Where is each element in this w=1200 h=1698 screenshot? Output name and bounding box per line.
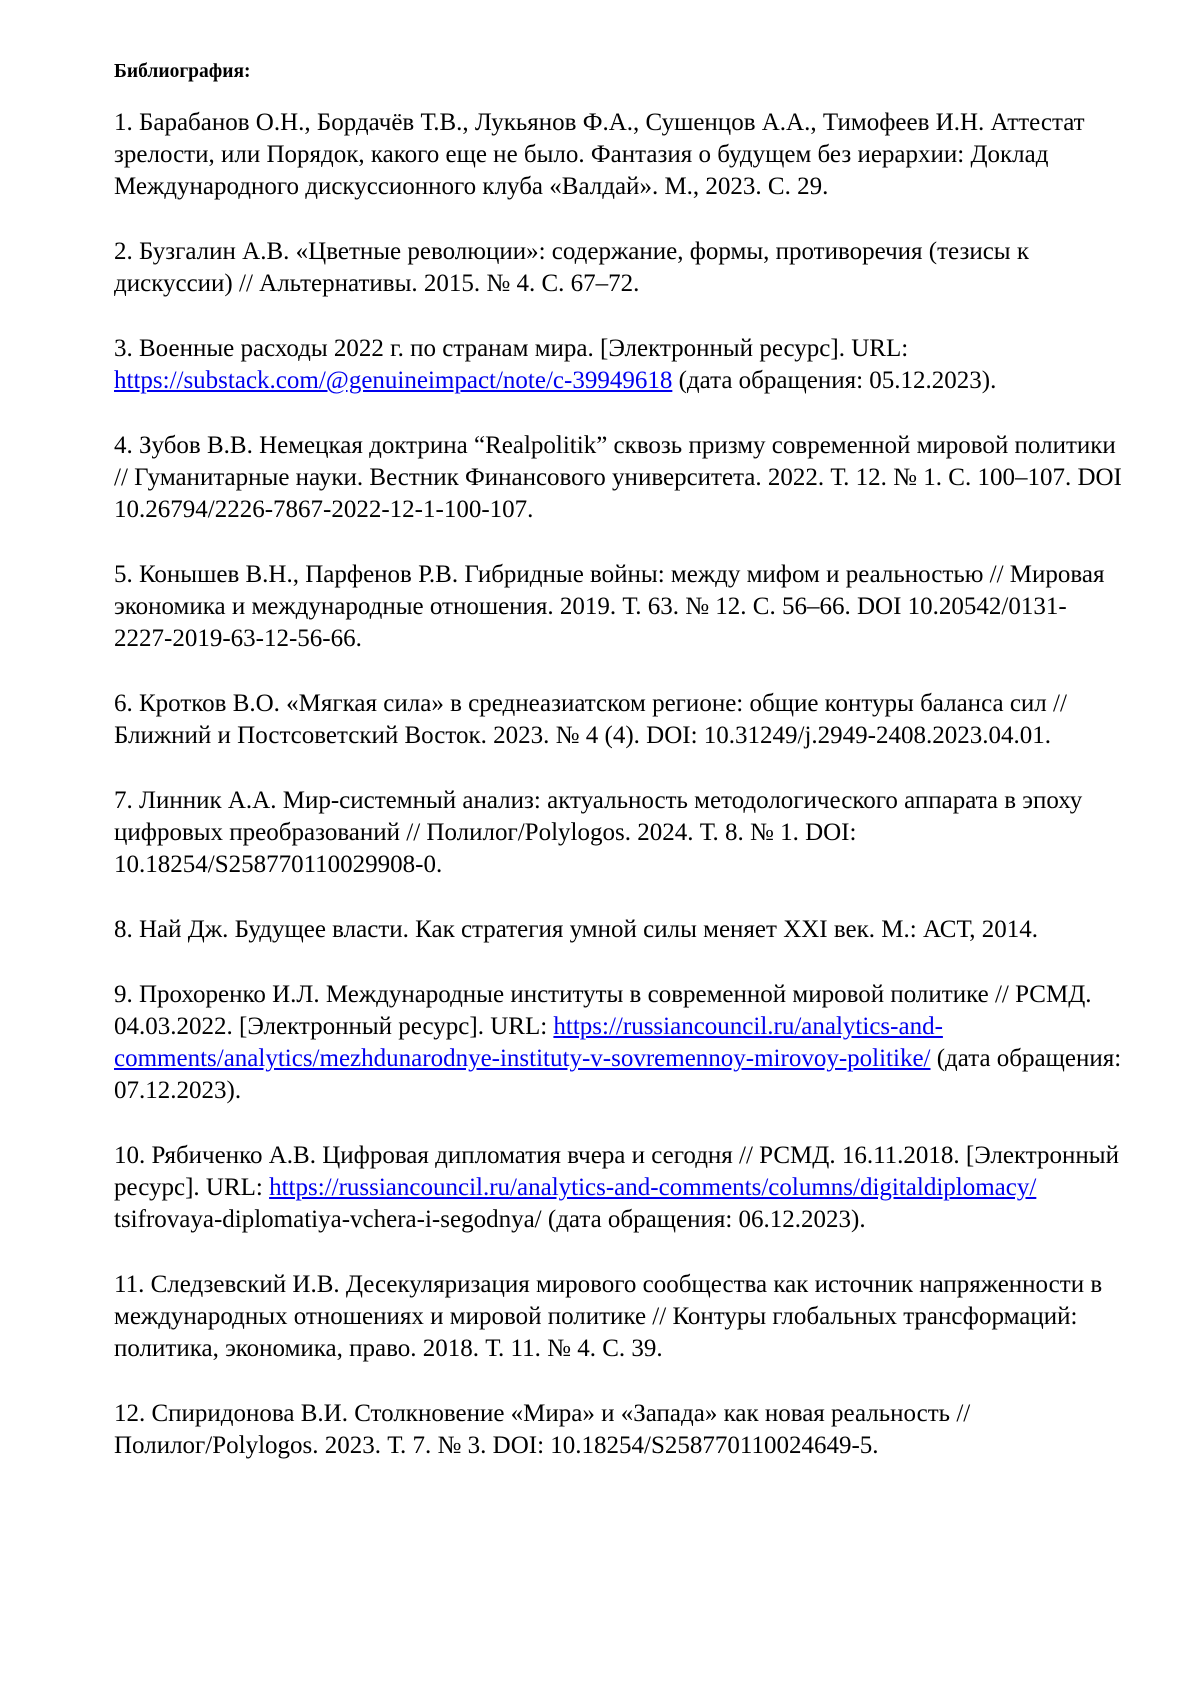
bibliography-entry-9 [114, 979, 1124, 1107]
bibliography-entry-12: 12. Спиридонова В.И. Столкновение «Мира» и «Запада» как новая реальность // Полилог/Polylogos. 2023. Т. 7. № 3. DOI: 10.18254/S258770110024649-5. [114, 1398, 1124, 1462]
bibliography-entry-7: 7. Линник А.А. Мир-системный анализ: актуальность методологического аппарата в эпоху цифровых преобразований // Полилог/Polylogos. 2024. Т. 8. № 1. DOI: 10.18254/S258770110029908-0. [114, 785, 1124, 881]
document-page [0, 0, 1200, 1698]
entry-9-access-date: (дата обращения: 07.12.2023). [114, 1045, 1121, 1104]
entry-10-text: 10. Рябиченко А.В. Цифровая дипломатия вчера и сегодня // РСМД. 16.11.2018. [Электронный ресурс]. URL: [114, 1142, 1119, 1201]
bibliography-entry-3 [114, 333, 1124, 397]
entry-3-url-link[interactable]: https://substack.com/@genuineimpact/note/c-39949618 [114, 367, 672, 394]
entry-9-text: 9. Прохоренко И.Л. Международные институты в современной мировой политике // РСМД. 04.03.2022. [Электронный ресурс]. URL: [114, 981, 1092, 1040]
bibliography-entry-6: 6. Кротков В.О. «Мягкая сила» в среднеазиатском регионе: общие контуры баланса сил // Ближний и Постсоветский Восток. 2023. № 4 (4). DOI: 10.31249/j.2949-2408.2023.04.01. [114, 688, 1124, 752]
entry-10-url-link[interactable]: https://russiancouncil.ru/analytics-and-comments/columns/digitaldiplomacy/ [269, 1174, 1036, 1201]
bibliography-entry-11: 11. Следзевский И.В. Десекуляризация мирового сообщества как источник напряженности в международных отношениях и мировой политике // Контуры глобальных трансформаций: политика, экономика, право. 2018. Т. 11. № 4. С. 39. [114, 1269, 1124, 1365]
entry-9-url-link[interactable]: https://russiancouncil.ru/analytics-and-comments/analytics/mezhdunarodnye-instituty-v-sovremennoy-mirovoy-politike/ [114, 1013, 943, 1072]
bibliography-entry-8: 8. Най Дж. Будущее власти. Как стратегия умной силы меняет XXI век. М.: АСТ, 2014. [114, 914, 1124, 946]
bibliography-entry-1: 1. Барабанов О.Н., Бордачёв Т.В., Лукьянов Ф.А., Сушенцов А.А., Тимофеев И.Н. Аттестат зрелости, или Порядок, какого еще не было. Фантазия о будущем без иерархии: Доклад Международного дискуссионного клуба «Валдай». М., 2023. С. 29. [114, 107, 1124, 203]
bibliography-entry-2: 2. Бузгалин А.В. «Цветные революции»: содержание, формы, противоречия (тезисы к дискуссии) // Альтернативы. 2015. № 4. С. 67–72. [114, 236, 1124, 300]
bibliography-entry-10 [114, 1140, 1124, 1236]
bibliography-entry-5: 5. Конышев В.Н., Парфенов Р.В. Гибридные войны: между мифом и реальностью // Мировая экономика и международные отношения. 2019. Т. 63. № 12. С. 56–66. DOI 10.20542/0131-2227-2019-63-12-56-66. [114, 559, 1124, 655]
entry-3-text: 3. Военные расходы 2022 г. по странам мира. [Электронный ресурс]. URL: [114, 335, 908, 362]
entry-3-access-date: (дата обращения: 05.12.2023). [672, 367, 996, 394]
bibliography-heading: Библиография: [114, 56, 1124, 88]
bibliography-entry-4: 4. Зубов В.В. Немецкая доктрина “Realpolitik” сквозь призму современной мировой политики // Гуманитарные науки. Вестник Финансового университета. 2022. Т. 12. № 1. С. 100–107. DOI 10.26794/2226-7867-2022-12-1-100-107. [114, 430, 1124, 526]
entry-10-access-date: tsifrovaya-diplomatiya-vchera-i-segodnya/ (дата обращения: 06.12.2023). [114, 1206, 866, 1233]
document-content [114, 56, 1124, 1495]
